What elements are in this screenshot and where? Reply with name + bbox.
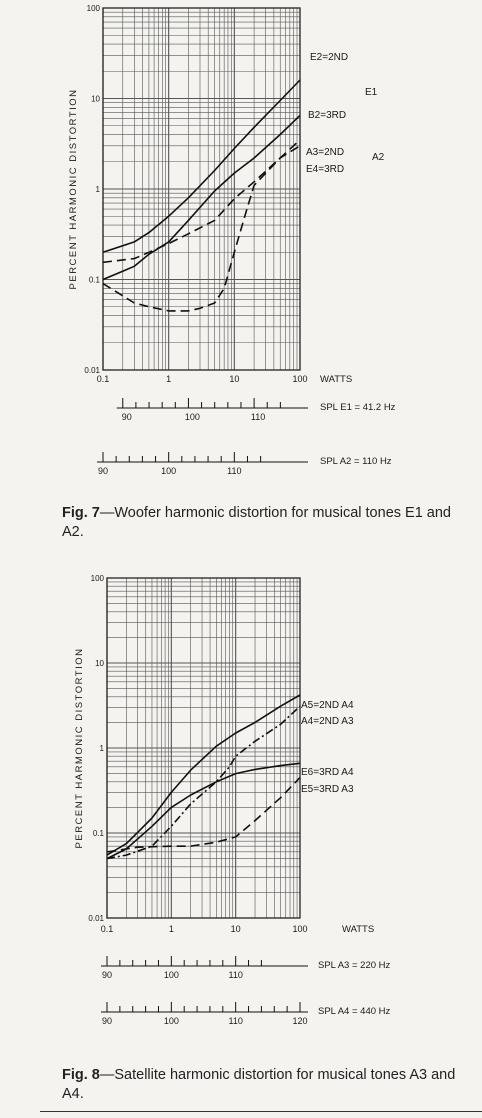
series-label-3: E5=3RD A3 [301,784,354,795]
x-tick-label: 10 [229,374,240,384]
x-axis-label: WATTS [342,924,375,935]
spl-tick-label: 100 [163,970,179,980]
x-axis-label: WATTS [320,374,353,385]
spl-tick-label: 90 [121,412,132,422]
spl-scale-label: SPL A2 = 110 Hz [320,456,392,467]
spl-scale-0 [117,398,308,408]
spl-scale-label: SPL E1 = 41.2 Hz [320,402,396,413]
spl-tick-label: 110 [227,466,242,476]
series-line-2 [103,140,300,262]
series-line-2 [107,763,300,858]
series-line-1 [107,706,300,858]
series-line-1 [103,115,300,279]
spl-scale-label: SPL A3 = 220 Hz [318,960,391,971]
legend-extra-label: E1 [365,87,378,98]
series-label-2: E6=3RD A4 [301,767,354,778]
series-label-1: B2=3RD [308,110,347,121]
series-label-0: E2=2ND [310,52,349,63]
chart-fig8 [74,574,391,1026]
series-line-0 [107,695,300,855]
y-tick-label: 0.1 [92,829,104,838]
y-tick-label: 100 [90,574,104,583]
x-tick-label: 10 [230,924,241,934]
spl-scale-1 [97,452,308,462]
y-tick-label: 100 [86,4,100,13]
caption-fig8 [62,1066,472,1104]
y-tick-label: 0.1 [88,275,100,285]
x-tick-label: 100 [292,924,308,934]
caption-fig7 [62,504,472,542]
x-tick-label: 0.1 [100,924,114,934]
caption-fig8-label: Fig. 8 [62,1067,100,1083]
y-tick-label: 1 [95,185,100,194]
spl-tick-label: 90 [97,466,109,476]
legend-extra-label: A2 [372,152,385,163]
y-axis-label: PERCENT HARMONIC DISTORTION [74,647,85,849]
spl-tick-label: 100 [163,1016,179,1026]
y-tick-label: 1 [99,744,104,753]
series-line-3 [103,146,300,311]
spl-tick-label: 110 [228,970,243,980]
spl-tick-label: 100 [184,412,200,422]
y-axis-label: PERCENT HARMONIC DISTORTION [68,88,79,290]
spl-tick-label: 100 [161,466,177,476]
caption-fig7-label: Fig. 7 [62,505,100,521]
spl-tick-label: 110 [250,412,266,422]
x-tick-label: 0.1 [96,374,110,384]
series-label-3: E4=3RD [306,164,345,175]
spl-scale-0 [101,956,308,966]
caption-fig8-text: —Satellite harmonic distortion for musical tones A3 and A4. [62,1067,456,1102]
spl-tick-label: 90 [101,1016,113,1026]
series-label-0: A5=2ND A4 [301,700,354,711]
series-label-1: A4=2ND A3 [301,716,354,727]
chart-fig7 [68,4,396,476]
x-tick-label: 1 [166,374,172,384]
spl-tick-label: 120 [292,1016,308,1026]
y-tick-label: 10 [95,659,104,668]
x-tick-label: 1 [168,924,174,934]
bottom-rule [40,1111,482,1112]
grid [103,8,300,370]
y-tick-label: 0.01 [84,366,100,375]
grid [107,578,300,918]
spl-tick-label: 110 [228,1016,243,1026]
series-label-2: A3=2ND [306,147,345,158]
spl-tick-label: 90 [101,970,113,980]
caption-fig7-text: —Woofer harmonic distortion for musical tones E1 and A2. [62,505,451,540]
y-tick-label: 10 [91,94,100,104]
x-tick-label: 100 [292,374,308,384]
y-tick-label: 0.01 [88,914,104,923]
spl-scale-1 [101,1002,308,1012]
spl-scale-label: SPL A4 = 440 Hz [318,1006,391,1017]
